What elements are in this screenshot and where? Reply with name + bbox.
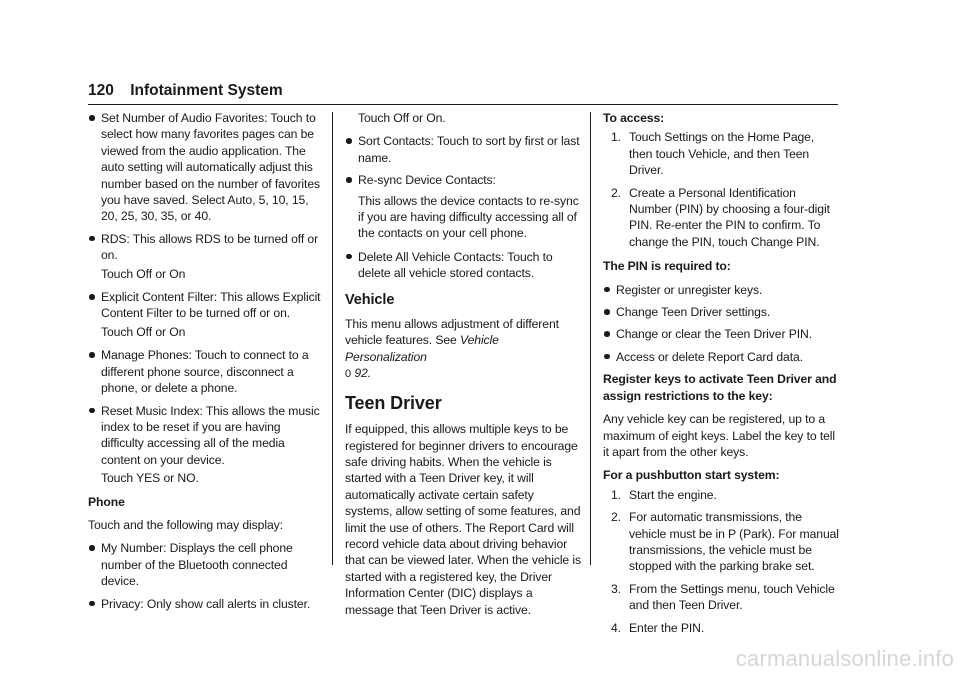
page-header — [88, 82, 838, 104]
list-item: Reset Music Index: This allows the music index to be reset if you are having difficulty accessing all of the media content on your device. — [88, 403, 324, 469]
numbered-item — [603, 581, 839, 614]
column-2 — [345, 110, 581, 625]
teen-driver-heading: Teen Driver — [345, 392, 442, 413]
step-number: 3. — [611, 581, 621, 596]
step-text: Start the engine. — [629, 487, 717, 502]
vehicle-heading: Vehicle — [345, 291, 395, 308]
pin-heading: The PIN is required to: — [603, 259, 731, 274]
phone-heading: Phone — [88, 494, 125, 509]
step-text: Enter the PIN. — [629, 620, 705, 635]
register-paragraph: Any vehicle key can be registered, up to a maximum of eight keys. Label the key to tell it apart from the other keys. — [603, 412, 836, 459]
list-item: RDS: This allows RDS to be turned off or on. — [88, 231, 324, 264]
vehicle-paragraph — [345, 316, 581, 383]
numbered-item — [603, 509, 839, 575]
step-number: 2. — [611, 510, 621, 525]
list-item: Set Number of Audio Favorites: Touch to select how many favorites pages can be viewed from the audio application. The auto setting will automatically adjust this number based on the number of favorites you have saved. Select Auto, 5, 10, 15, 20, 25, 30, 35, or 40. — [88, 110, 324, 225]
step-text: Touch Settings on the Home Page, then touch Vehicle, and then Teen Driver. — [629, 130, 815, 178]
step-text: From the Settings menu, touch Vehicle and then Teen Driver. — [629, 581, 835, 613]
vehicle-reference-link[interactable]: Vehicle Personalization — [345, 333, 499, 364]
step-text: Create a Personal Identification Number (PIN) by choosing a four-digit PIN. Re-enter the PIN to confirm. To change the PIN, touch Change PIN. — [629, 185, 830, 249]
column-3 — [603, 110, 839, 642]
register-heading: Register keys to activate Teen Driver and assign restrictions to the key: — [603, 372, 837, 403]
watermark: carmanualsonline.info — [735, 646, 954, 671]
numbered-item — [603, 185, 839, 251]
column-divider-2 — [590, 112, 591, 565]
list-item: Change Teen Driver settings. — [603, 304, 839, 320]
phone-intro: Touch and the following may display: — [88, 517, 283, 532]
sub-text: This allows the device contacts to re-sync if you are having difficulty accessing all of the contacts on your cell phone. — [358, 193, 579, 241]
numbered-item — [603, 129, 839, 178]
column-divider-1 — [332, 112, 333, 565]
list-item: Delete All Vehicle Contacts: Touch to delete all vehicle stored contacts. — [345, 249, 581, 282]
continued-text: Touch Off or On. — [358, 111, 446, 125]
sub-text: Touch Off or On — [101, 324, 186, 339]
vehicle-text: This menu allows adjustment of different vehicle features. See — [345, 317, 559, 348]
list-item: Register or unregister keys. — [603, 282, 839, 298]
list-item: Manage Phones: Touch to connect to a different phone source, disconnect a phone, or delete a phone. — [88, 347, 324, 396]
vehicle-reference-page[interactable]: 92. — [354, 366, 371, 381]
teen-driver-paragraph: If equipped, this allows multiple keys to be registered for beginner drivers to encourage safe driving habits. When the vehicle is started with a Teen Driver key, it will automatically activate certain safety systems, allow setting of some features, and limit the use of others. The Report Card will record vehicle data about driving behavior that can be viewed later. When the vehicle is started with a registered key, the Driver Information Center (DIC) displays a message that Teen Driver is active. — [345, 422, 582, 617]
step-number: 4. — [611, 620, 621, 635]
page-number: 120 — [88, 82, 114, 99]
step-number: 1. — [611, 487, 621, 502]
sub-text: Touch Off or On — [101, 266, 186, 281]
list-item: Re-sync Device Contacts: — [345, 172, 581, 188]
sub-text: Touch YES or NO. — [101, 471, 199, 486]
step-number: 1. — [611, 130, 621, 145]
column-1 — [88, 110, 324, 618]
numbered-item — [603, 487, 839, 503]
list-item: Explicit Content Filter: This allows Explicit Content Filter to be turned off or on. — [88, 289, 324, 322]
list-item: Sort Contacts: Touch to sort by first or last name. — [345, 133, 581, 166]
list-item: Privacy: Only show call alerts in cluster. — [88, 596, 324, 612]
list-item: Access or delete Report Card data. — [603, 349, 839, 365]
list-item: My Number: Displays the cell phone number of the Bluetooth connected device. — [88, 540, 324, 589]
step-text: For automatic transmissions, the vehicle must be in P (Park). For manual transmissions, the vehicle must be stopped with the parking brake set. — [629, 510, 839, 574]
access-heading: To access: — [603, 111, 665, 125]
numbered-item — [603, 620, 839, 636]
list-item: Change or clear the Teen Driver PIN. — [603, 326, 839, 342]
step-number: 2. — [611, 185, 621, 200]
pushbutton-heading: For a pushbutton start system: — [603, 468, 780, 483]
header-rule — [88, 104, 838, 105]
section-title: Infotainment System — [130, 82, 283, 99]
page-ref-arrow-icon: 0 — [345, 368, 352, 381]
